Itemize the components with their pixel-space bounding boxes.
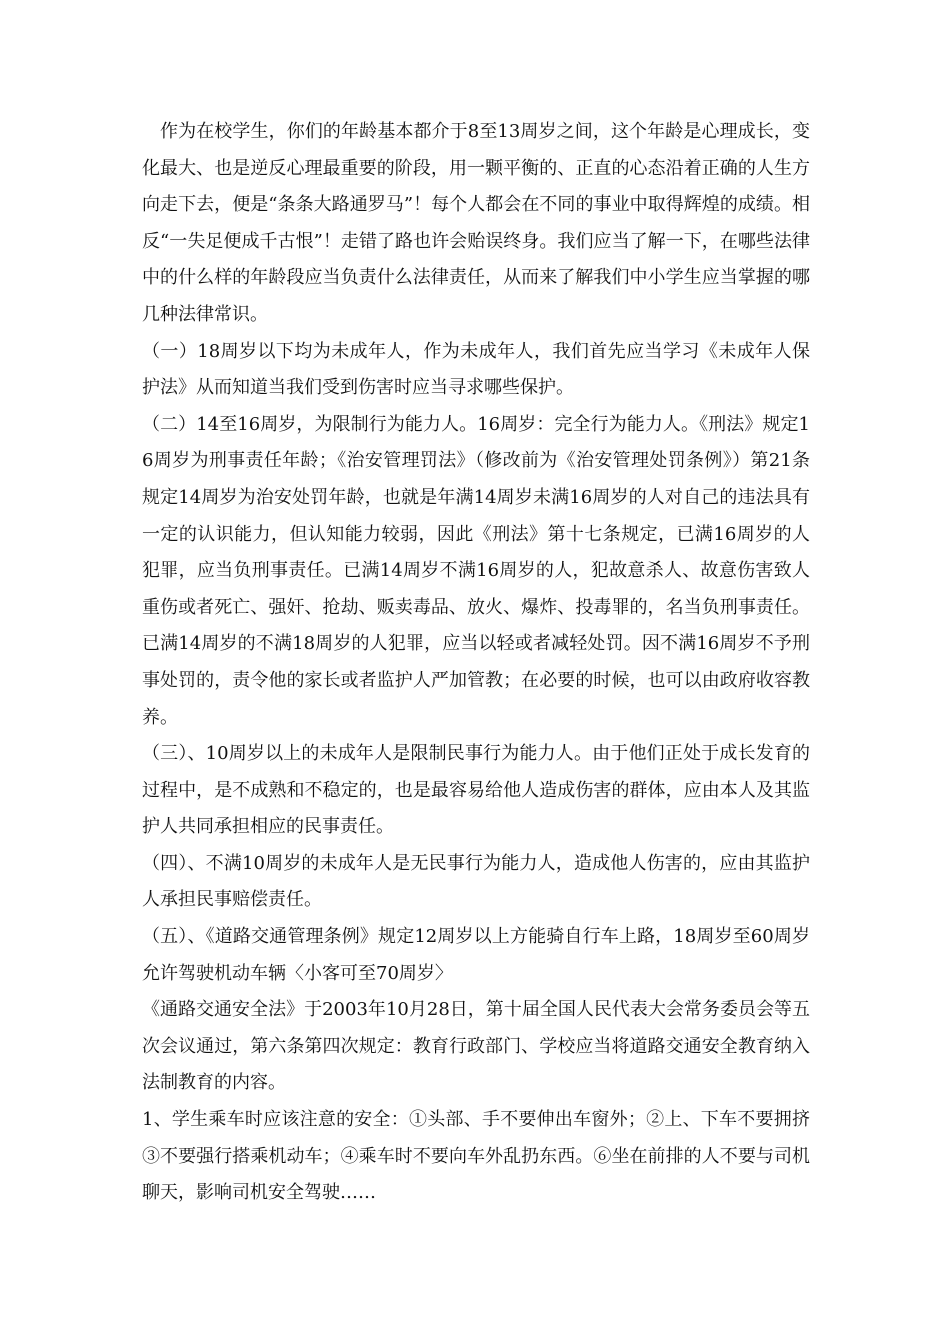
- paragraph-section-3: （三）、10周岁以上的未成年人是限制民事行为能力人。由于他们正处于成长发育的过程中，是不成熟和不稳定的，也是最容易给他人造成伤害的群体，应由本人及其监护人共同承担相应的民事责任。: [142, 743, 810, 838]
- paragraph-section-2: （二）14至16周岁，为限制行为能力人。16周岁：完全行为能力人。《刑法》规定16周岁为刑事责任年龄；《治安管理罚法》（修改前为《治安管理处罚条例》）第21条规定14周岁为治安处罚年龄，也就是年满14周岁未满16周岁的人对自己的违法具有一定的认识能力，但认知能力较弱，因此《刑法》第十七条规定，已满16周岁的人犯罪，应当负刑事责任。已满14周岁不满16周岁的人，犯故意杀人、故意伤害致人重伤或者死亡、强奸、抢劫、贩卖毒品、放火、爆炸、投毒罪的，名当负刑事责任。已满14周岁的不满18周岁的人犯罪，应当以轻或者减轻处罚。因不满16周岁不予刑事处罚的，责令他的家长或者监护人严加管教；在必要的时候，也可以由政府收容教养。: [142, 413, 810, 728]
- paragraph-intro: 作为在校学生，你们的年龄基本都介于8至13周岁之间，这个年龄是心理成长，变化最大、也是逆反心理最重要的阶段，用一颗平衡的、正直的心态沿着正确的人生方向走下去，便是“条条大路通罗马”！每个人都会在不同的事业中取得辉煌的成绩。相反“一失足便成千古恨”！走错了路也许会贻误终身。我们应当了解一下，在哪些法律中的什么样的年龄段应当负责什么法律责任，从而来了解我们中小学生应当掌握的哪几种法律常识。: [142, 121, 810, 325]
- paragraph-traffic-law: 《通路交通安全法》于2003年10月28日，第十届全国人民代表大会常务委员会等五次会议通过，第六条第四次规定：教育行政部门、学校应当将道路交通安全教育纳入法制教育的内容。: [142, 999, 810, 1094]
- paragraph-section-5: （五）、《道路交通管理条例》规定12周岁以上方能骑自行车上路，18周岁至60周岁允许驾驶机动车辆〈小客可至70周岁〉: [142, 926, 810, 984]
- paragraph-section-1: （一）18周岁以下均为未成年人，作为未成年人，我们首先应当学习《未成年人保护法》从而知道当我们受到伤害时应当寻求哪些保护。: [142, 340, 810, 399]
- paragraph-section-4: （四）、不满10周岁的未成年人是无民事行为能力人，造成他人伤害的，应由其监护人承担民事赔偿责任。: [142, 852, 810, 911]
- document-body: [142, 114, 810, 1212]
- paragraph-bus-safety: 1、学生乘车时应该注意的安全：①头部、手不要伸出车窗外；②上、下车不要拥挤③不要强行搭乘机动车；④乘车时不要向车外乱扔东西。⑥坐在前排的人不要与司机聊天，影响司机安全驾驶……: [142, 1109, 810, 1204]
